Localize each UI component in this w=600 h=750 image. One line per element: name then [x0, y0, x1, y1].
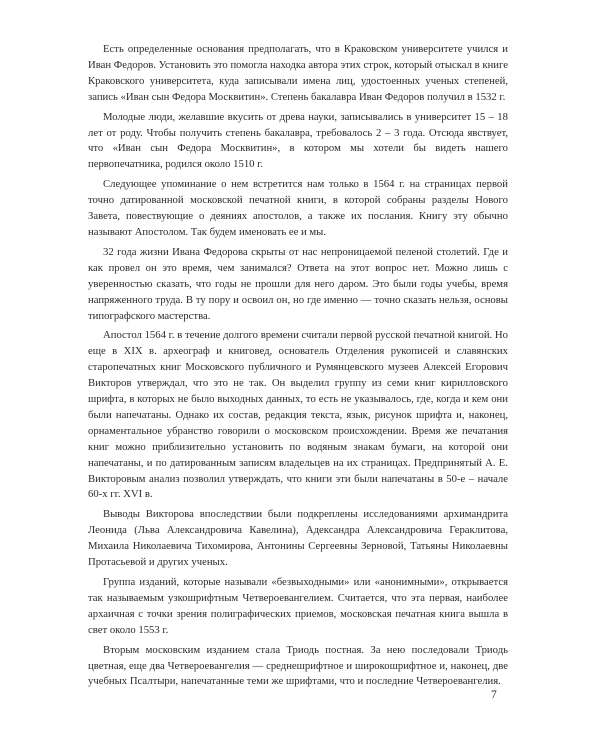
paragraph-anonymous-editions: Группа изданий, которые называли «безвыходными» или «анонимными», открывается так называемым узкошрифтным Четвероевангелием. Считается, что эта первая, наиболее архаичная с точки зрения полиграфических приемов, московская печатная книга вышла в свет около 1553 г. [88, 576, 508, 636]
paragraph-first-mention-1564: Следующее упоминание о нем встретится нам только в 1564 г. на страницах первой точно датированной московской печатной книги, в которой собраны разделы Нового Завета, повествующие о деяниях апостолов, а также их послания. Книгу эту обычно называют Апостолом. Так будем именовать ее и мы. [88, 178, 508, 238]
page-text-column [88, 42, 508, 694]
paragraph-krakow-university: Есть определенные основания предполагать, что в Краковском университете учился и Иван Федоров. Установить это помогла находка автора этих строк, который отыскал в книге Краковского университета, куда записывали имена лиц, удостоенных ученых степеней, запись «Иван сын Федора Москвитин». Степень бакалавра Иван Федоров получил в 1532 г. [88, 43, 508, 103]
paragraph-apostol-1564: Апостол 1564 г. в течение долгого времени считали первой русской печатной книгой. Но еще в XIX в. археограф и книговед, основатель Отделения рукописей и славянских старопечатных книг Московского публичного и Румянцевского музеев Алексей Егорович Викторов утверждал, что это не так. Он выделил группу из семи книг кирилловского шрифта, в которых не было выходных данных, то есть не указывалось, где, когда и кем они были напечатаны. Однако их состав, редакция текста, язык, рисунок шрифта и, наконец, орнаментальное убранство говорили о московском происхождении. Время же печатания книг можно приблизительно установить по водяным знакам бумаги, на которой они напечатаны, и по датированным записям владельцев на их страницах. Предпринятый А. Е. Викторовым анализ позволил утверждать, что книги эти были напечатаны в 50-е – начале 60-х гг. XVI в. [88, 329, 508, 501]
paragraph-viktorov-conclusions: Выводы Викторова впоследствии были подкреплены исследованиями архимандрита Леонида (Льва Александровича Кавелина), Адександра Александровича Гераклитова, Михаила Николаевича Тихомирова, Антонины Сергеевны Зерновой, Татьяны Николаевны Протасьевой и других ученых. [88, 508, 508, 569]
paragraph-young-students: Молодые люди, желавшие вкусить от древа науки, записывались в университет 15 – 18 лет от роду. Чтобы получить степень бакалавра, требовалось 2 – 3 года. Отсюда явствует, что «Иван сын Федора Москвитин», в котором мы хотели бы видеть нашего первопечатника, родился около 1510 г. [88, 110, 508, 171]
paragraph-second-edition: Вторым московским изданием стала Триодь постная. За нею последовали Триодь цветная, еще два Четвероевангелия — среднешрифтное и широкошрифтное и, наконец, две учебных Псалтыри, напечатанные теми же шрифтами, что и последние Четвероевангелия. [88, 643, 508, 688]
page-number: 7 [491, 689, 497, 701]
paragraph-hidden-years: 32 года жизни Ивана Федорова скрыты от нас непроницаемой пеленой столетий. Где и как провел он это время, чем занимался? Ответа на этот вопрос нет. Можно лишь с уверенностью сказать, что годы не прошли для него даром. Это были годы учебы, время напряженного труда. В ту пору и освоил он, но где именно — точно сказать нельзя, основы типографского мастерства. [88, 245, 508, 322]
